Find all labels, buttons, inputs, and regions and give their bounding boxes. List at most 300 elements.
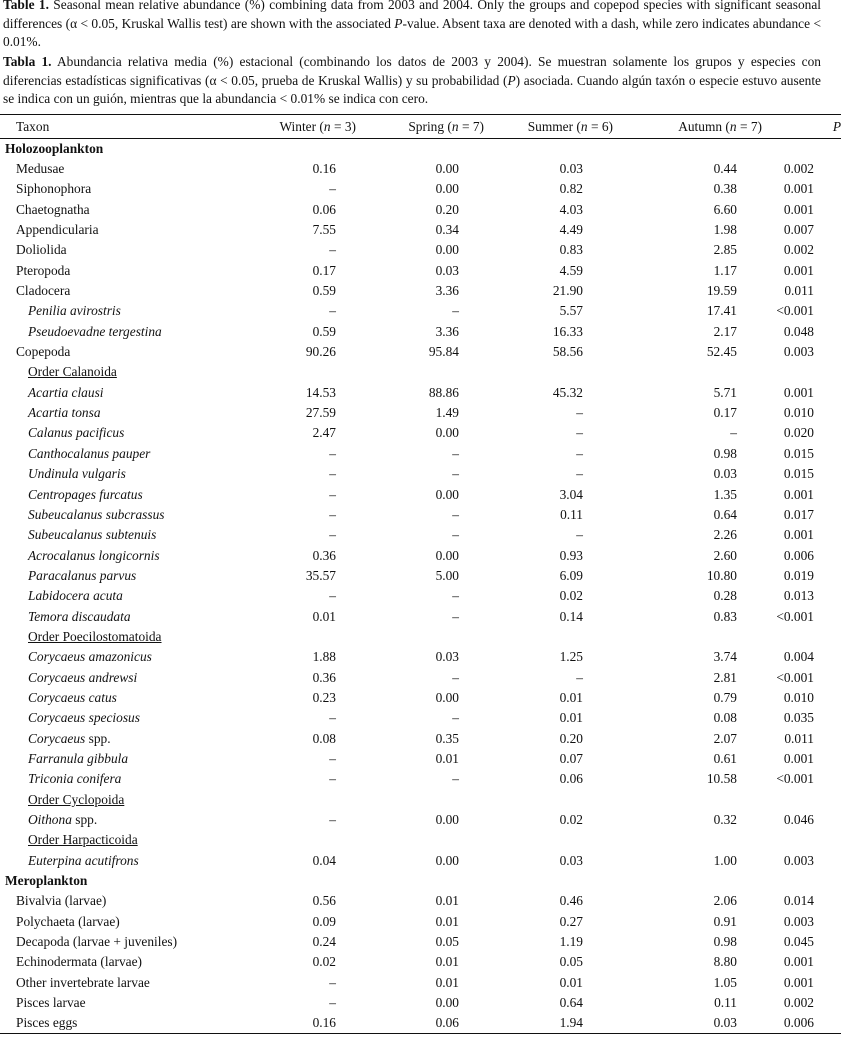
spring-value: 0.00	[435, 852, 459, 868]
autumn-value: 19.59	[706, 283, 737, 299]
spring-value: 0.00	[435, 425, 459, 441]
spring-value: –	[452, 608, 459, 624]
spring-value: –	[452, 588, 459, 604]
table-caption-spanish	[3, 53, 821, 109]
taxon-name: Pseudoevadne tergestina	[28, 323, 162, 339]
table-row	[0, 200, 841, 220]
taxon-name: Decapoda (larvae + juveniles)	[16, 934, 178, 950]
taxon-cell	[0, 606, 246, 626]
taxon-name: Cladocera	[16, 283, 71, 299]
taxon-name: Triconia conifera	[28, 771, 122, 787]
p-value: 0.011	[784, 730, 814, 746]
autumn-value: 0.79	[713, 689, 737, 705]
p-value: 0.017	[783, 506, 814, 522]
spring-value: –	[452, 771, 459, 787]
table-row	[0, 383, 841, 403]
spring-value: 0.34	[435, 222, 459, 238]
winter-value: –	[329, 995, 336, 1011]
winter-value: –	[329, 750, 336, 766]
summer-value: 0.11	[560, 506, 583, 522]
table-row	[0, 159, 841, 179]
spring-value: 0.00	[435, 161, 459, 177]
taxon-cell	[0, 973, 246, 993]
table-row	[0, 179, 841, 199]
p-value: 0.002	[783, 242, 814, 258]
spring-value: –	[452, 506, 459, 522]
taxon-cell	[0, 708, 246, 728]
p-value: 0.011	[784, 283, 814, 299]
spring-value: 0.03	[435, 649, 459, 665]
p-value: 0.001	[783, 262, 814, 278]
table-row	[0, 769, 841, 789]
taxon-cell	[0, 159, 246, 179]
summer-value: 6.09	[559, 567, 583, 583]
p-value: 0.006	[762, 1013, 841, 1033]
table-row	[0, 464, 841, 484]
spring-value: –	[452, 466, 459, 482]
autumn-value: 0.28	[713, 588, 737, 604]
autumn-value: 0.98	[713, 934, 737, 950]
p-value: <0.001	[776, 669, 814, 685]
abundance-table	[0, 114, 841, 1034]
header-taxon: Taxon	[0, 115, 246, 139]
winter-value: 0.16	[246, 1013, 356, 1033]
winter-value	[246, 627, 356, 647]
taxon-name: Order Cyclopoida	[28, 791, 125, 807]
p-value: 0.002	[783, 161, 814, 177]
table-row	[0, 891, 841, 911]
autumn-value	[613, 871, 762, 891]
autumn-value: 2.26	[713, 527, 737, 543]
summer-value: 45.32	[552, 384, 583, 400]
taxon-name: Pisces larvae	[16, 995, 86, 1011]
p-value: 0.020	[783, 425, 814, 441]
autumn-value: 0.11	[714, 995, 737, 1011]
table-row	[0, 708, 841, 728]
summer-value: 0.05	[559, 954, 583, 970]
taxon-suffix: spp.	[71, 812, 98, 828]
taxon-cell	[0, 830, 246, 850]
taxon-cell	[0, 810, 246, 830]
taxon-name: Subeucalanus subcrassus	[28, 506, 165, 522]
table-row	[0, 505, 841, 525]
p-value: 0.001	[783, 954, 814, 970]
winter-value: –	[329, 771, 336, 787]
taxon-name: Copepoda	[16, 344, 71, 360]
taxon-cell	[0, 688, 246, 708]
table-row	[0, 932, 841, 952]
spring-value: 0.01	[435, 913, 459, 929]
spring-value: 0.00	[435, 242, 459, 258]
spring-value: 88.86	[428, 384, 459, 400]
winter-value: –	[329, 466, 336, 482]
spring-value: 95.84	[428, 344, 459, 360]
taxon-cell	[0, 728, 246, 748]
summer-value: 5.57	[559, 303, 583, 319]
table-row	[0, 342, 841, 362]
summer-value: 1.94	[484, 1013, 613, 1033]
autumn-value: 1.35	[713, 486, 737, 502]
summer-value	[484, 830, 613, 850]
summer-value: 0.06	[559, 771, 583, 787]
summer-value	[484, 871, 613, 891]
table-row	[0, 810, 841, 830]
table-caption-english	[3, 0, 821, 52]
p-value: 0.010	[783, 689, 814, 705]
winter-value: 14.53	[305, 384, 336, 400]
winter-value: 7.55	[312, 222, 336, 238]
summer-value: –	[576, 527, 583, 543]
summer-value: 0.01	[559, 689, 583, 705]
spring-value	[356, 871, 484, 891]
table-body	[0, 139, 841, 1034]
taxon-name: Corycaeus amazonicus	[28, 649, 152, 665]
taxon-cell	[0, 301, 246, 321]
summer-value: –	[576, 405, 583, 421]
taxon-cell	[0, 891, 246, 911]
taxon-cell	[0, 790, 246, 810]
autumn-value: 0.61	[713, 750, 737, 766]
winter-value: 0.08	[312, 730, 336, 746]
taxon-cell	[0, 525, 246, 545]
table-row	[0, 647, 841, 667]
p-value: 0.006	[783, 547, 814, 563]
winter-value: 0.59	[312, 323, 336, 339]
caption-label: Table 1.	[3, 0, 49, 12]
spring-value: 5.00	[435, 567, 459, 583]
summer-value: 0.64	[559, 995, 583, 1011]
summer-value: 0.03	[559, 852, 583, 868]
autumn-value: 2.06	[713, 893, 737, 909]
taxon-cell	[0, 139, 246, 159]
table-row	[0, 362, 841, 382]
table-row	[0, 586, 841, 606]
taxon-name: Order Harpacticoida	[28, 832, 138, 848]
taxon-cell	[0, 342, 246, 362]
summer-value: 0.07	[559, 750, 583, 766]
autumn-value: 0.03	[713, 466, 737, 482]
winter-value: 0.56	[312, 893, 336, 909]
p-value: 0.014	[783, 893, 814, 909]
table-row	[0, 667, 841, 687]
autumn-value	[613, 627, 762, 647]
taxon-name: Corycaeus speciosus	[28, 710, 140, 726]
autumn-value: 8.80	[713, 954, 737, 970]
spring-value: 0.00	[435, 689, 459, 705]
taxon-cell	[0, 423, 246, 443]
spring-value	[356, 790, 484, 810]
table-row	[0, 484, 841, 504]
taxon-cell	[0, 769, 246, 789]
winter-value: 0.09	[312, 913, 336, 929]
summer-value: 0.27	[559, 913, 583, 929]
spring-value: 0.01	[435, 954, 459, 970]
summer-value: 0.01	[559, 974, 583, 990]
taxon-name: Other invertebrate larvae	[16, 974, 150, 990]
autumn-value: 1.17	[713, 262, 737, 278]
table-row	[0, 545, 841, 565]
spring-value: –	[452, 527, 459, 543]
taxon-name: Bivalvia (larvae)	[16, 893, 107, 909]
p-value	[762, 790, 841, 810]
spring-value: 0.01	[435, 893, 459, 909]
caption-text: Abundancia relativa media (%) estacional (combinando los datos de 2003 y 2004). Se muestran solamente los grupos y especies con diferencias estadísticas significativas (α < 0.05, prueba de Kruskal Wallis) y su probabilidad (	[3, 54, 821, 88]
p-value	[762, 139, 841, 159]
p-value: 0.001	[783, 201, 814, 217]
spring-value: –	[452, 669, 459, 685]
taxon-name: Undinula vulgaris	[28, 466, 126, 482]
table-row	[0, 851, 841, 871]
summer-value: 0.83	[559, 242, 583, 258]
winter-value: 0.01	[312, 608, 336, 624]
spring-value: 0.00	[435, 486, 459, 502]
winter-value	[246, 362, 356, 382]
taxon-name: Centropages furcatus	[28, 486, 143, 502]
autumn-value: 1.98	[713, 222, 737, 238]
winter-value: 0.04	[312, 852, 336, 868]
autumn-value: 0.32	[713, 812, 737, 828]
table-row	[0, 423, 841, 443]
autumn-value	[613, 362, 762, 382]
p-value	[762, 871, 841, 891]
caption-text: ) asociada. Cuando algún taxón o especie estuvo ausente se indica con un guión, mientras que la abundancia < 0.01% se indica con cero.	[3, 72, 821, 106]
p-value: <0.001	[776, 303, 814, 319]
summer-value: 4.59	[559, 262, 583, 278]
header-spring: Spring (n = 7)	[356, 115, 484, 139]
header-autumn: Autumn (n = 7)	[613, 115, 762, 139]
summer-value	[484, 139, 613, 159]
autumn-value: –	[730, 425, 737, 441]
p-value: 0.045	[783, 934, 814, 950]
taxon-cell	[0, 545, 246, 565]
summer-value: 0.82	[559, 181, 583, 197]
winter-value	[246, 871, 356, 891]
p-value: 0.001	[783, 527, 814, 543]
taxon-cell	[0, 932, 246, 952]
table-row	[0, 220, 841, 240]
winter-value: –	[329, 974, 336, 990]
winter-value: 0.06	[312, 201, 336, 217]
taxon-cell	[0, 667, 246, 687]
taxon-cell	[0, 200, 246, 220]
taxon-name: Paracalanus parvus	[28, 567, 137, 583]
taxon-cell	[0, 464, 246, 484]
table-row	[0, 139, 841, 159]
autumn-value: 2.07	[713, 730, 737, 746]
taxon-cell	[0, 749, 246, 769]
winter-value: 0.17	[312, 262, 336, 278]
taxon-name: Acartia tonsa	[28, 405, 101, 421]
autumn-value: 6.60	[713, 201, 737, 217]
summer-value	[484, 362, 613, 382]
summer-value: 1.25	[559, 649, 583, 665]
autumn-value	[613, 139, 762, 159]
taxon-name: Echinodermata (larvae)	[16, 954, 143, 970]
spring-value: 0.03	[435, 262, 459, 278]
spring-value: 0.00	[435, 547, 459, 563]
spring-value: 3.36	[435, 283, 459, 299]
p-value: 0.003	[783, 344, 814, 360]
autumn-value: 2.60	[713, 547, 737, 563]
table-row	[0, 301, 841, 321]
spring-value	[356, 830, 484, 850]
winter-value: 0.59	[312, 283, 336, 299]
taxon-cell	[0, 484, 246, 504]
spring-value: –	[452, 303, 459, 319]
taxon-cell	[0, 383, 246, 403]
taxon-cell	[0, 1013, 246, 1033]
p-value: 0.004	[783, 649, 814, 665]
taxon-cell	[0, 505, 246, 525]
taxon-cell	[0, 586, 246, 606]
spring-value: 0.35	[435, 730, 459, 746]
summer-value: 0.93	[559, 547, 583, 563]
autumn-value: 2.81	[713, 669, 737, 685]
autumn-value: 2.17	[713, 323, 737, 339]
winter-value: –	[329, 812, 336, 828]
taxon-suffix: spp.	[85, 730, 111, 746]
autumn-value: 0.03	[613, 1013, 762, 1033]
autumn-value: 2.85	[713, 242, 737, 258]
summer-value: 58.56	[552, 344, 583, 360]
autumn-value: 0.08	[713, 710, 737, 726]
summer-value: 0.01	[559, 710, 583, 726]
table-header-row	[0, 115, 841, 139]
summer-value: 21.90	[552, 283, 583, 299]
taxon-name: Temora discaudata	[28, 608, 131, 624]
p-value: 0.003	[783, 852, 814, 868]
taxon-name: Corycaeus catus	[28, 689, 117, 705]
table-row	[0, 444, 841, 464]
winter-value: 2.47	[312, 425, 336, 441]
winter-value: –	[329, 181, 336, 197]
taxon-name: Canthocalanus pauper	[28, 445, 151, 461]
taxon-name: Corycaeus andrewsi	[28, 669, 138, 685]
p-value: 0.003	[783, 913, 814, 929]
taxon-name: Penilia avirostris	[28, 303, 121, 319]
taxon-name: Acartia clausi	[28, 384, 104, 400]
winter-value: –	[329, 486, 336, 502]
p-value: 0.007	[783, 222, 814, 238]
summer-value: 0.02	[559, 812, 583, 828]
autumn-value: 0.91	[713, 913, 737, 929]
summer-value: –	[576, 466, 583, 482]
taxon-cell	[0, 261, 246, 281]
table-row	[0, 973, 841, 993]
spring-value: 0.00	[435, 181, 459, 197]
table-row	[0, 566, 841, 586]
p-value: 0.035	[783, 710, 814, 726]
p-value: 0.015	[783, 445, 814, 461]
autumn-value: 0.83	[713, 608, 737, 624]
header-p: P	[762, 115, 841, 139]
table-row	[0, 1013, 841, 1033]
table-row	[0, 993, 841, 1013]
autumn-value: 10.58	[706, 771, 737, 787]
winter-value: 0.02	[312, 954, 336, 970]
autumn-value: 0.38	[713, 181, 737, 197]
taxon-name: Siphonophora	[16, 181, 92, 197]
taxon-cell	[0, 179, 246, 199]
winter-value: –	[329, 242, 336, 258]
p-value: 0.002	[783, 995, 814, 1011]
spring-value: 0.20	[435, 201, 459, 217]
spring-value: 0.05	[435, 934, 459, 950]
taxon-name: Doliolida	[16, 242, 67, 258]
p-value: 0.001	[783, 974, 814, 990]
autumn-value	[613, 790, 762, 810]
taxon-cell	[0, 240, 246, 260]
taxon-cell	[0, 627, 246, 647]
winter-value: 1.88	[312, 649, 336, 665]
winter-value	[246, 139, 356, 159]
summer-value: 4.03	[559, 201, 583, 217]
winter-value: 35.57	[305, 567, 336, 583]
spring-value	[356, 139, 484, 159]
summer-value: 0.02	[559, 588, 583, 604]
summer-value: 0.20	[559, 730, 583, 746]
taxon-name: Pteropoda	[16, 262, 71, 278]
summer-value: 3.04	[559, 486, 583, 502]
taxon-name: Order Calanoida	[28, 364, 117, 380]
taxon-name: Pisces eggs	[16, 1015, 78, 1031]
spring-value: 0.00	[435, 812, 459, 828]
p-value	[762, 627, 841, 647]
summer-value: –	[576, 669, 583, 685]
p-value: 0.001	[783, 181, 814, 197]
taxon-cell	[0, 220, 246, 240]
p-value: 0.046	[783, 812, 814, 828]
summer-value: –	[576, 425, 583, 441]
caption-text: Seasonal mean relative abundance (%) combining data from 2003 and 2004. Only the groups and copepod species with significant seasonal differences (α < 0.05, Kruskal Wallis test) are shown with the associated	[3, 0, 821, 31]
caption-text: -value. Absent taxa are denoted with a dash, while zero indicates abundance < 0.01%.	[3, 15, 821, 49]
taxon-name: Calanus pacificus	[28, 425, 125, 441]
caption-p-symbol: P	[394, 15, 403, 31]
winter-value	[246, 830, 356, 850]
table-row	[0, 830, 841, 850]
table-row	[0, 281, 841, 301]
summer-value	[484, 790, 613, 810]
p-value: 0.010	[783, 405, 814, 421]
taxon-cell	[0, 912, 246, 932]
winter-value: 90.26	[305, 344, 336, 360]
table-row	[0, 749, 841, 769]
taxon-cell	[0, 566, 246, 586]
autumn-value: 0.98	[713, 445, 737, 461]
taxon-cell	[0, 647, 246, 667]
taxon-cell	[0, 322, 246, 342]
table-row	[0, 606, 841, 626]
header-summer: Summer (n = 6)	[484, 115, 613, 139]
taxon-cell	[0, 993, 246, 1013]
p-value: 0.001	[783, 750, 814, 766]
table-row	[0, 790, 841, 810]
autumn-value: 1.05	[713, 974, 737, 990]
winter-value: 0.36	[312, 669, 336, 685]
spring-value	[356, 627, 484, 647]
taxon-cell	[0, 871, 246, 891]
spring-value: 0.01	[435, 750, 459, 766]
summer-value: 1.19	[559, 934, 583, 950]
autumn-value: 0.44	[713, 161, 737, 177]
summer-value	[484, 627, 613, 647]
autumn-value	[613, 830, 762, 850]
table-row	[0, 322, 841, 342]
taxon-name: Farranula gibbula	[28, 750, 129, 766]
header-winter: Winter (n = 3)	[246, 115, 356, 139]
spring-value: 3.36	[435, 323, 459, 339]
winter-value: –	[329, 588, 336, 604]
